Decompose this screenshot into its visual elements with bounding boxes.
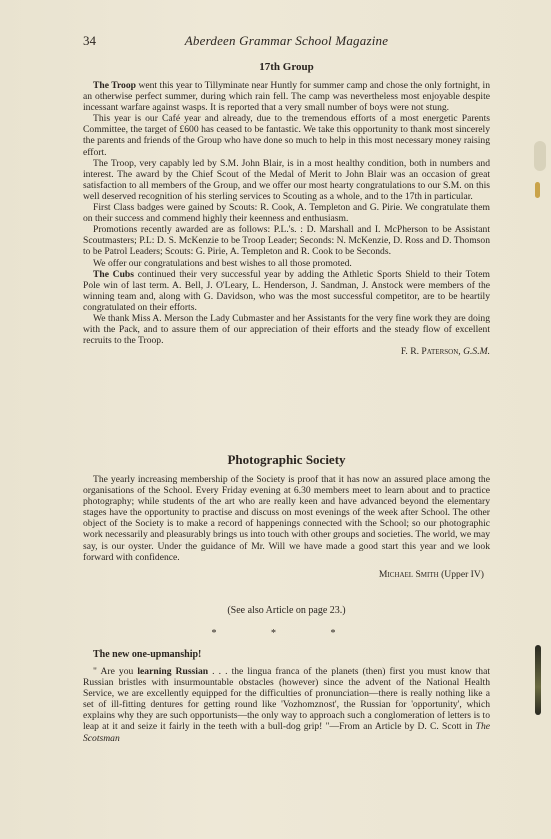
troop-paragraph: The Troop, very capably led by S.M. John Blair, is in a most healthy condition, both in numbers and interest. The award by the Chief Scout of the Medal of Merit to John Blair was an occasion of great satisfaction to all members of the Group, and we offer our most hearty congratulations to our S.M. on this well deserved recognition of his sterling services to Scouting as a whole, and to the 17th in particular. <box>83 157 490 202</box>
troop-paragraph: The Cubs continued their very successful year by adding the Athletic Sports Shield to their Totem Pole win of last term. A. Bell, J. O'Leary, L. Henderson, J. Sandman, J. Anstock were members of the winning team and, along with G. Davidson, who was the most successful competitor, are to be heartily congratulated on their efforts. <box>83 268 490 313</box>
page-header <box>83 33 490 51</box>
troop-paragraph: We offer our congratulations and best wishes to all those promoted. <box>93 257 352 269</box>
page-number: 34 <box>83 33 96 48</box>
troop-section-body <box>83 80 490 357</box>
troop-section-title: 17th Group <box>259 61 314 73</box>
troop-paragraph: Promotions recently awarded are as follows: P.L.'s. : D. Marshall and I. McPherson to be Assistant Scoutmasters; P.L: D. S. McKenzie to be Troop Leader; Seconds: N. McKenzie, D. Ross and D. Thomson to be Patrol Leaders; Scouts: G. Pirie, A. Templeton and R. Cook to be Seconds. <box>83 224 490 258</box>
photo-section-title: Photographic Society <box>227 452 346 467</box>
running-title: Aberdeen Grammar School Magazine <box>184 33 389 48</box>
troop-paragraph: The Troop went this year to Tillyminate near Huntly for summer camp and chose the only fortnight, in an otherwise perfect summer, during which rain fell. The camp was nevertheless most enjoyable despite incessant warfare against wasps. It is reported that a very small number of boys were not stung. <box>83 80 490 114</box>
page-edge-mark <box>534 141 546 171</box>
upmanship-body <box>83 666 490 744</box>
troop-paragraph: First Class badges were gained by Scouts: R. Cook, A. Templeton and G. Pirie. We congratulate them on their success and commend highly their keenness and enthusiasm. <box>83 202 490 225</box>
photo-signature: Michael Smith (Upper IV) <box>378 568 484 580</box>
upmanship-paragraph: " Are you learning Russian . . . the lingua franca of the planets (then) first you must know that Russian bristles with insurmountable obstacles (however) since the advent of the National Health Service, we are excellently equipped for the difficulties of pronunciation—there is really nothing like a set of ill-fitting dentures for getting round like 'Vozhomznost', the Russian for 'opportunity', which explains why they are such opportunists—the only way to approach such a conglomeration of letters is to leap at it and seize it fairly in the teeth with a bull-dog grip! "—From an Article by D. C. Scott in The Scotsman <box>83 666 490 744</box>
photo-section-body <box>83 474 490 580</box>
troop-paragraph: We thank Miss A. Merson the Lady Cubmaster and her Assistants for the very fine work they are doing with the Pack, and to assure them of our appreciation of their efforts and the steady flow of excellent recruits to the Troop. <box>83 312 490 347</box>
page-edge-mark <box>535 182 540 198</box>
troop-signature: F. R. Paterson, G.S.M. <box>400 346 490 358</box>
photo-paragraph: The yearly increasing membership of the Society is proof that it has now an assured place among the organisations of the School. Every Friday evening at 6.30 members meet to learn about and to practice photography; while students of the art who are really keen and have advanced beyond the elementary stages have the opportunity to practise and discuss on most evenings of the week after School. The other object of the Society is to make a record of happenings connected with the School; so our photographic work necessarily and pleasurably brings us into touch with other groups and societies. The world, we may say, is our oyster. Under the guidance of Mr. Will we have made a good start this year and we look forward with confidence. <box>83 474 490 563</box>
page-edge-mark <box>535 645 541 715</box>
troop-paragraph: This year is our Café year and already, due to the tremendous efforts of a most energetic Parents Committee, the target of £600 has ceased to be fantastic. We take this opportunity to thank most sincerely the parents and friends of the Group who have done so much to help in this most necessary money raising effort. <box>83 113 490 158</box>
see-also-note: (See also Article on page 23.) <box>227 605 346 616</box>
upmanship-title: The new one-upmanship! <box>93 649 202 660</box>
section-divider: * * * <box>211 628 362 639</box>
